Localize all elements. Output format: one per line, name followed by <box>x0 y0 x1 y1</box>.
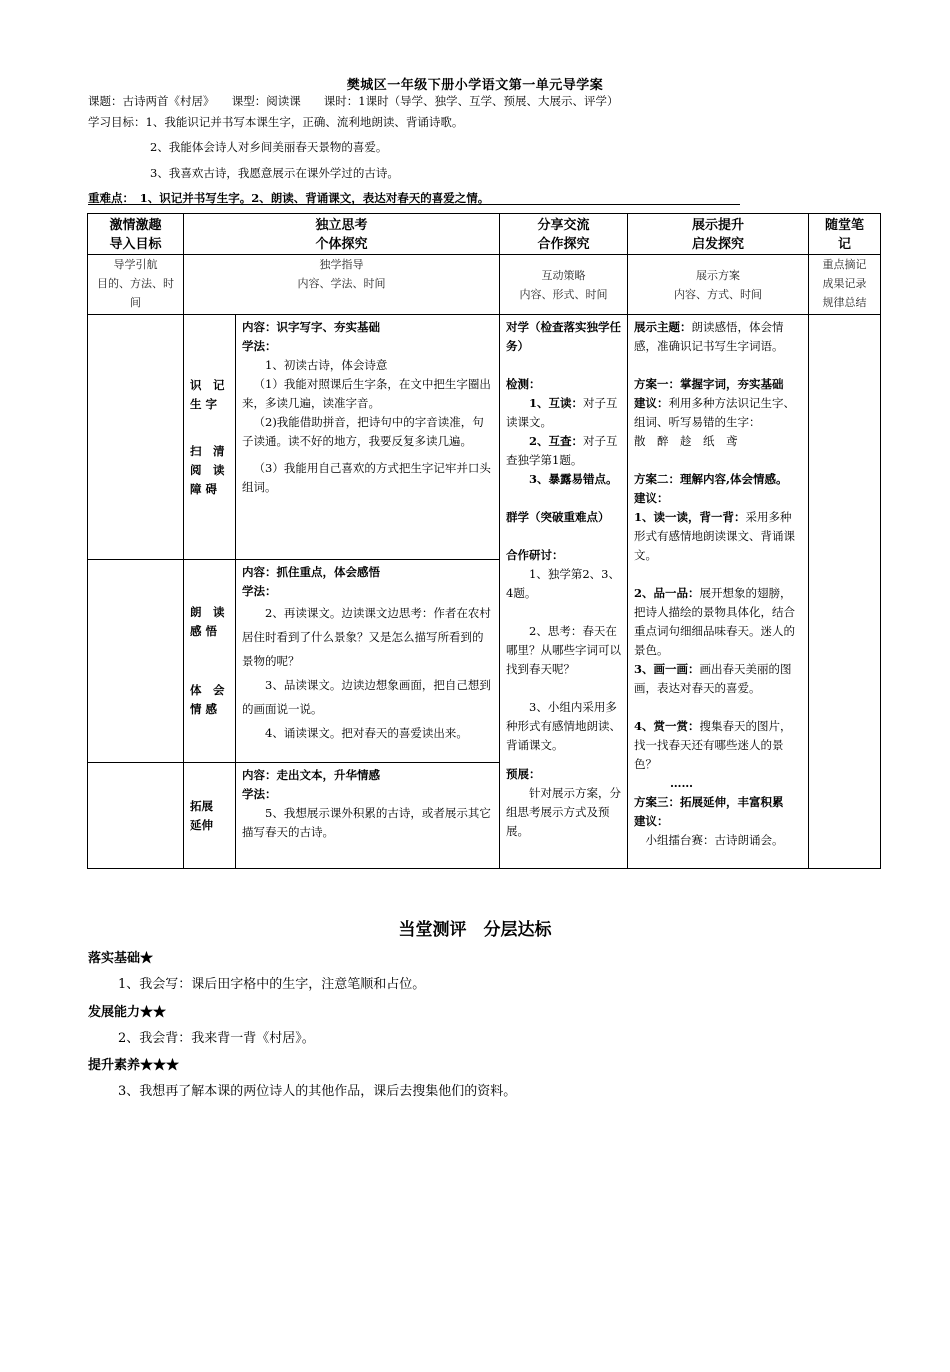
section-row-literacy <box>88 315 881 560</box>
section-label-literacy: 识 记 生 字 扫 清 阅 读 障 碍 <box>184 315 236 560</box>
goal-cell-1 <box>88 315 184 560</box>
header-col-3: 分享交流 合作探究 <box>500 214 628 255</box>
learning-goal-1: 学习目标：1、我能识记并书写本课生字，正确、流利地朗读、背诵诗歌。 <box>88 115 464 129</box>
independent-study-reading: 内容：抓住重点，体会感悟 学法： 2、再读课文。边读课文边思考：作者在农村居住时看到了什么景象？又是怎么描写所看到的景物的呢？ 3、品读课文。边读边想象画面，把自己想到的画面说一说。 4、诵读课文。把对春天的喜爱读出来。 <box>236 560 500 763</box>
document-title: 樊城区一年级下册小学语文第一单元导学案 <box>346 78 604 93</box>
subheader-col-3: 互动策略 内容、形式、时间 <box>500 255 628 315</box>
independent-study-literacy: 内容：识字写字、夯实基础 学法： 1、初读古诗，体会诗意 （1）我能对照课后生字条，在文中把生字圈出来，多读几遍，读准字音。 （2)我能借助拼音，把诗句中的字音读准，句子读通。读不好的地方，我要反复多读几遍。 （3）我能用自己喜欢的方式把生字记牢并口头组词。 <box>236 315 500 560</box>
section-label-extension: 拓展 延伸 <box>184 763 236 869</box>
assessment-title: 当堂测评 分层达标 <box>398 920 552 940</box>
lesson-info: 课题：古诗两首《村居》 课型：阅读课 课时：1课时（导学、独学、互学、预展、大展示、评学） <box>88 94 619 108</box>
learning-goal-3: 3、我喜欢古诗，我愿意展示在课外学过的古诗。 <box>150 166 399 180</box>
study-plan-table <box>87 213 881 869</box>
goal-cell-3 <box>88 763 184 869</box>
table-header-row <box>88 214 881 255</box>
subheader-col-4: 展示方案 内容、方式、时间 <box>628 255 809 315</box>
header-col-1: 激情激趣 导入目标 <box>88 214 184 255</box>
subheader-col-5: 重点摘记 成果记录 规律总结 <box>809 255 881 315</box>
independent-study-extension: 内容：走出文本，升华情感 学法： 5、我想展示课外积累的古诗，或者展示其它描写春天的古诗。 <box>236 763 500 869</box>
notes-cell <box>809 315 881 869</box>
divider <box>88 204 740 205</box>
level-literacy: 提升素养★★★ <box>88 1058 180 1073</box>
question-3: 3、我想再了解本课的两位诗人的其他作品，课后去搜集他们的资料。 <box>118 1084 517 1099</box>
header-col-4: 展示提升 启发探究 <box>628 214 809 255</box>
interaction-strategy-cell: 对学（检查落实独学任务） 检测： 1、互读：对子互读课文。 2、互查：对子互查独学第1题。 3、暴露易错点。 群学（突破重难点） 合作研讨： 1、独学第2、3、4题。 2、思考：春天在哪里？从哪些字词可以找到春天呢？ 3、小组内采用多种形式有感情地朗读、背诵课文。 预展： 针对展示方案，分组思考展示方式及预展。 <box>500 315 628 869</box>
section-label-reading: 朗 读 感 悟 体 会 情 感 <box>184 560 236 763</box>
question-2: 2、我会背：我来背一背《村居》。 <box>118 1031 315 1046</box>
goal-cell-2 <box>88 560 184 763</box>
level-ability: 发展能力★★ <box>88 1005 167 1020</box>
level-basic: 落实基础★ <box>88 951 154 966</box>
key-points: 重难点： 1、识记并书写生字。2、朗读、背诵课文，表达对春天的喜爱之情。 <box>88 191 490 205</box>
subheader-col-2: 独学指导 内容、学法、时间 <box>184 255 500 315</box>
header-col-2: 独立思考 个体探究 <box>184 214 500 255</box>
question-1: 1、我会写：课后田字格中的生字，注意笔顺和占位。 <box>118 977 426 992</box>
subheader-col-1: 导学引航 目的、方法、时 间 <box>88 255 184 315</box>
show-plan-cell: 展示主题：朗读感悟，体会情感，准确识记书写生字词语。 方案一：掌握字词，夯实基础 建议：利用多种方法识记生字、组词、听写易错的生字： 散 醉 趁 纸 鸢 方案二：理解内容,体会情感。 建议： 1、读一读，背一背：采用多种形式有感情地朗读课文、背诵课文。 2、品一品：展开想象的翅膀，把诗人描绘的景物具体化，结合重点词句细细品味春天。迷人的景色。 3、画一画：画出春天美丽的图画，表达对春天的喜爱。 4、赏一赏：搜集春天的图片，找一找春天还有哪些迷人的景色？ …… 方案三：拓展延伸，丰富积累 建议： 小组擂台赛：古诗朗诵会。 <box>628 315 809 869</box>
table-subheader-row <box>88 255 881 315</box>
learning-goal-2: 2、我能体会诗人对乡间美丽春天景物的喜爱。 <box>150 140 388 154</box>
header-col-5: 随堂笔 记 <box>809 214 881 255</box>
